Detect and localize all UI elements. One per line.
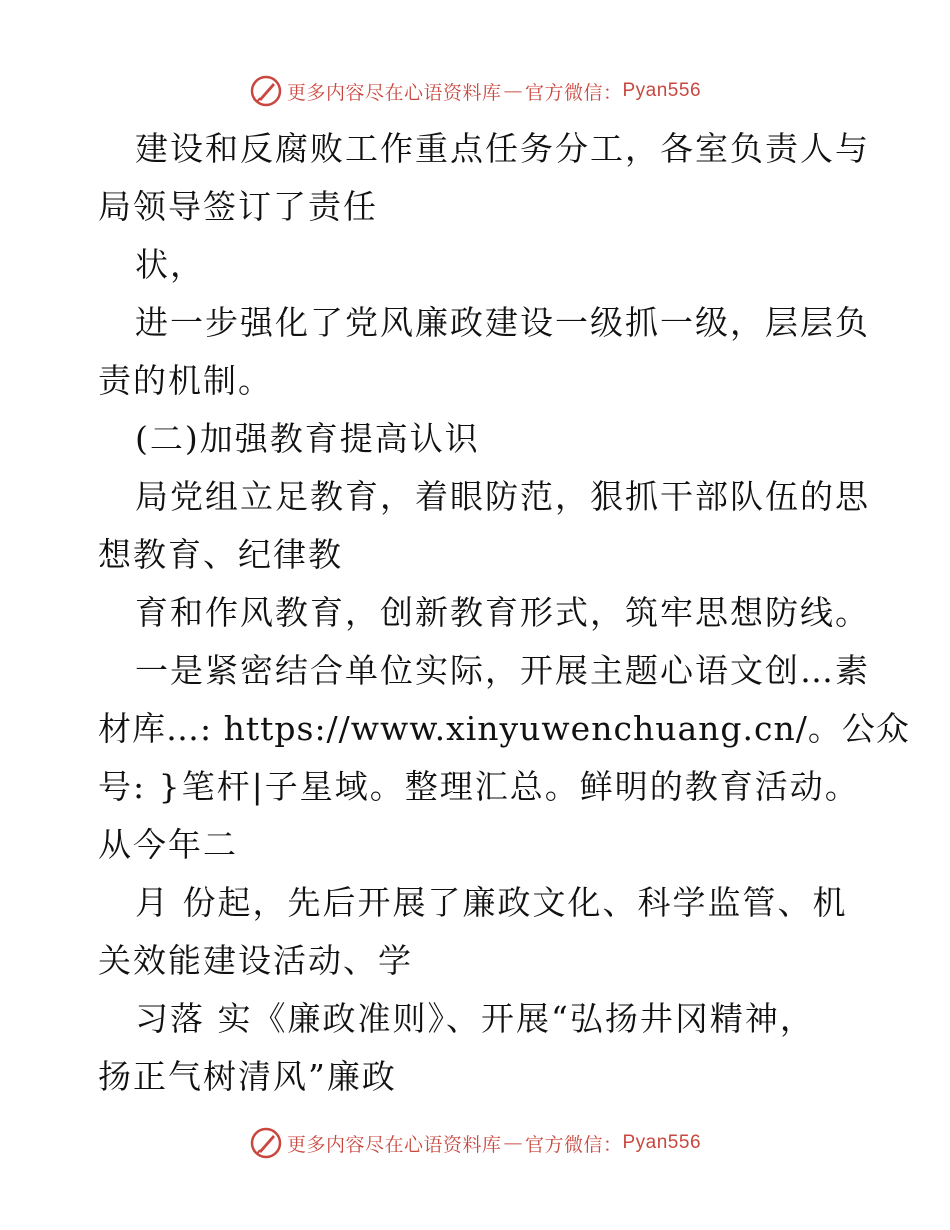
text-line: 一是紧密结合单位实际，开展主题心语文创…素 bbox=[135, 651, 870, 690]
watermark-text: 更多内容尽在心语资料库 bbox=[286, 81, 502, 104]
text-line: 号: }笔杆|子星域。整理汇总。鲜明的教育活动。 bbox=[98, 767, 860, 806]
watermark-separator: — bbox=[503, 1132, 523, 1154]
watermark-separator: — bbox=[503, 80, 523, 102]
text-line: 建设和反腐败工作重点任务分工，各室负责人与 bbox=[135, 129, 870, 168]
text-line-url: 材库…: https://www.xinyuwenchuang.cn/。公众 bbox=[98, 709, 910, 748]
watermark-text: 更多内容尽在心语资料库 bbox=[286, 1133, 502, 1156]
text-line: 状， bbox=[135, 245, 205, 284]
text-line: 月 份起，先后开展了廉政文化、科学监管、机 bbox=[135, 883, 848, 922]
text-line: 习落 实《廉政准则》、开展“弘扬井冈精神， bbox=[135, 999, 815, 1038]
text-line: 局领导签订了责任 bbox=[98, 187, 378, 226]
footer-watermark bbox=[0, 1126, 950, 1160]
text-line: 局党组立足教育，着眼防范，狠抓干部队伍的思 bbox=[135, 477, 870, 516]
text-line: 想教育、纪律教 bbox=[98, 535, 343, 574]
document-body bbox=[98, 120, 910, 1106]
watermark-label: 官方微信： bbox=[524, 81, 623, 104]
text-line: 关效能建设活动、学 bbox=[98, 941, 413, 980]
text-line: 进一步强化了党风廉政建设一级抓一级，层层负 bbox=[135, 303, 870, 342]
watermark-code: Pyan556 bbox=[622, 1132, 702, 1153]
text-line: 责的机制。 bbox=[98, 361, 273, 400]
header-watermark bbox=[0, 74, 950, 108]
text-line: 扬正气树清风”廉政 bbox=[98, 1057, 397, 1096]
text-line: 育和作风教育，创新教育形式，筑牢思想防线。 bbox=[135, 593, 870, 632]
quill-logo-icon bbox=[249, 74, 283, 108]
text-line: 从今年二 bbox=[98, 825, 238, 864]
quill-logo-icon bbox=[249, 1126, 283, 1160]
section-heading: (二)加强教育提高认识 bbox=[135, 419, 480, 458]
watermark-label: 官方微信： bbox=[524, 1133, 623, 1156]
watermark-code: Pyan556 bbox=[622, 80, 702, 101]
